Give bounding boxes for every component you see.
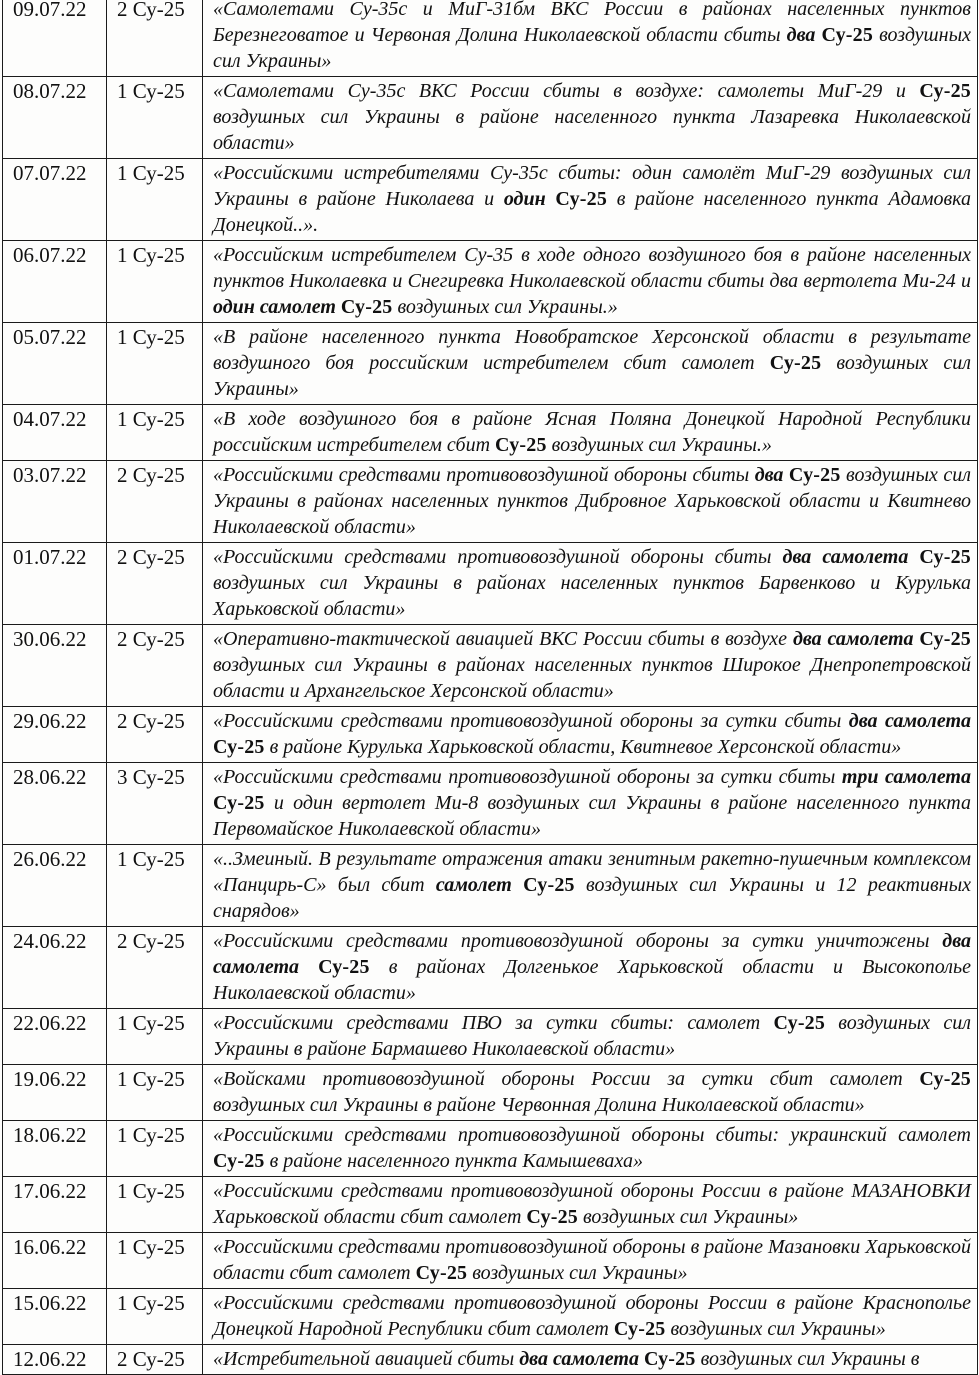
table-row <box>3 1345 978 1375</box>
table-row <box>3 1289 978 1345</box>
report-quote-cell <box>203 763 978 845</box>
report-quote-cell <box>203 405 978 461</box>
quote-text: «Российскими средствами ПВО за сутки сбиты: самолет <box>213 1012 774 1034</box>
quote-text: воздушных сил Украины в районе Червонная Долина Николаевской области» <box>213 1094 865 1116</box>
quote-text: воздушных сил Украины в районах населенных пунктов Дибровное Харьковской области и Квитнево Николаевской области» <box>213 464 971 538</box>
quote-text: воздушных сил Украины в районах населенных пунктов Барвенково и Курулька Харьковской области» <box>213 572 971 620</box>
quote-text: «Российскими средствами противовоздушной обороны за сутки сбиты <box>213 710 849 732</box>
aircraft-count-cell: 1 Су-25 <box>107 1065 203 1121</box>
quote-text: воздушных сил Украины в <box>695 1348 920 1370</box>
report-quote-cell <box>203 461 978 543</box>
aircraft-count-cell: 2 Су-25 <box>107 1345 203 1375</box>
quote-text: и один вертолет Ми-8 воздушных сил Украины в районе населенного пункта Первомайское Николаевской области» <box>213 792 971 840</box>
report-table-body <box>3 0 978 1375</box>
quote-highlight-text: Су-25 <box>919 1068 971 1090</box>
quote-highlight-text: Су-25 <box>769 352 822 374</box>
quote-highlight-text: Су-25 <box>213 736 265 758</box>
quote-highlight-text: Су-25 <box>613 1318 666 1340</box>
report-quote-cell <box>203 159 978 241</box>
table-row <box>3 707 978 763</box>
quote-text: воздушных сил Украины в районах населенных пунктов Широкое Днепропетровской области и Архангельское Херсонской области» <box>213 654 971 702</box>
quote-highlight-text: один самолет <box>213 296 341 318</box>
date-cell: 17.06.22 <box>3 1177 107 1233</box>
quote-highlight-text: два самолета <box>213 930 971 978</box>
quote-highlight-text: два самолета <box>519 1348 644 1370</box>
date-cell: 06.07.22 <box>3 241 107 323</box>
date-cell: 12.06.22 <box>3 1345 107 1375</box>
quote-highlight-text: Су-25 <box>318 956 370 978</box>
date-cell: 19.06.22 <box>3 1065 107 1121</box>
quote-highlight-text: Су-25 <box>919 80 971 102</box>
quote-highlight-text: Су-25 <box>643 1348 696 1370</box>
quote-text: «В ходе воздушного боя в районе Ясная Поляна Донецкой Народной Республики российским истребителем сбит <box>213 408 971 456</box>
date-cell: 03.07.22 <box>3 461 107 543</box>
quote-text: воздушных сил Украины» <box>467 1262 688 1284</box>
quote-highlight-text: Су-25 <box>526 1206 579 1228</box>
report-quote-cell <box>203 1009 978 1065</box>
report-quote-cell <box>203 1177 978 1233</box>
quote-text: воздушных сил Украины» <box>213 24 971 72</box>
quote-text: «Российскими средствами противовоздушной обороны за сутки уничтожены <box>213 930 943 952</box>
aircraft-count-cell: 3 Су-25 <box>107 763 203 845</box>
date-cell: 30.06.22 <box>3 625 107 707</box>
date-cell: 05.07.22 <box>3 323 107 405</box>
date-cell: 29.06.22 <box>3 707 107 763</box>
aircraft-count-cell: 1 Су-25 <box>107 845 203 927</box>
quote-text: воздушных сил Украины в районе населенного пункта Лазаревка Николаевской области» <box>213 106 971 154</box>
table-row <box>3 159 978 241</box>
table-row <box>3 1177 978 1233</box>
quote-text: «Истребительной авиацией сбиты <box>213 1348 520 1370</box>
aircraft-count-cell: 1 Су-25 <box>107 1289 203 1345</box>
quote-text: воздушных сил Украины.» <box>392 296 618 318</box>
quote-highlight-text: один <box>503 188 556 210</box>
quote-highlight-text: два <box>786 24 822 46</box>
quote-highlight-text: Су-25 <box>213 1150 265 1172</box>
quote-highlight-text: Су-25 <box>919 628 972 650</box>
aircraft-count-cell: 1 Су-25 <box>107 159 203 241</box>
date-cell: 22.06.22 <box>3 1009 107 1065</box>
report-quote-cell <box>203 1233 978 1289</box>
quote-text: «Российским истребителем Су-35 в ходе одного воздушного боя в районе населенных пунктов Николаевка и Снегиревка Николаевской области сбиты два вертолета Ми-24 и <box>213 244 971 292</box>
quote-text: «Российскими средствами противовоздушной обороны сбиты: украинский самолет <box>213 1124 971 1146</box>
aircraft-count-cell: 1 Су-25 <box>107 241 203 323</box>
aircraft-count-cell: 2 Су-25 <box>107 927 203 1009</box>
aircraft-count-cell: 1 Су-25 <box>107 323 203 405</box>
quote-highlight-text: Су-25 <box>821 24 874 46</box>
quote-text: воздушных сил Украины в районе Бармашево Николаевской области» <box>213 1012 971 1060</box>
quote-text: в районе Курулька Харьковской области, Квитневое Херсонской области» <box>264 736 902 758</box>
aircraft-count-cell: 2 Су-25 <box>107 625 203 707</box>
quote-text: «Самолетами Су-35с ВКС России сбиты в воздухе: самолеты МиГ-29 и <box>213 80 920 102</box>
table-row <box>3 1065 978 1121</box>
aircraft-count-cell: 2 Су-25 <box>107 543 203 625</box>
quote-text: в районе населенного пункта Камышеваха» <box>264 1150 644 1172</box>
date-cell: 16.06.22 <box>3 1233 107 1289</box>
report-quote-cell <box>203 1289 978 1345</box>
quote-text: «Самолетами Су-35с и МиГ-31бм ВКС России в районах населенных пунктов Березнеговатое и Червоная Долина Николаевской области сбиты <box>213 0 971 46</box>
report-quote-cell <box>203 845 978 927</box>
quote-highlight-text: два самолета <box>792 628 920 650</box>
quote-text: «Оперативно-тактической авиацией ВКС России сбиты в воздухе <box>213 628 793 650</box>
quote-text: воздушных сил Украины» <box>665 1318 886 1340</box>
quote-highlight-text: Су-25 <box>788 464 841 486</box>
aircraft-count-cell: 2 Су-25 <box>107 707 203 763</box>
report-quote-cell <box>203 707 978 763</box>
report-quote-cell <box>203 323 978 405</box>
report-quote-cell <box>203 1065 978 1121</box>
quote-text: «Российскими средствами противовоздушной обороны России в районе МАЗАНОВКИ Харьковской области сбит самолет <box>213 1180 971 1228</box>
date-cell: 04.07.22 <box>3 405 107 461</box>
table-row <box>3 1233 978 1289</box>
quote-text: «Российскими истребителями Су-35с сбиты: один самолёт МиГ-29 воздушных сил Украины в районе Николаева и <box>213 162 971 210</box>
quote-text: «В районе населенного пункта Новобратское Херсонской области в результате воздушного боя российским истребителем сбит самолет <box>213 326 971 374</box>
table-row <box>3 77 978 159</box>
quote-text: «Российскими средствами противовоздушной обороны сбиты <box>213 546 783 568</box>
quote-highlight-text: Су-25 <box>773 1012 826 1034</box>
quote-highlight-text: Су-25 <box>555 188 608 210</box>
quote-text: «Российскими средствами противовоздушной обороны России в районе Краснополье Донецкой Народной Республики сбит самолет <box>213 1292 971 1340</box>
table-row <box>3 543 978 625</box>
table-row <box>3 323 978 405</box>
report-quote-cell <box>203 927 978 1009</box>
date-cell: 28.06.22 <box>3 763 107 845</box>
quote-text: «Российскими средствами противовоздушной обороны в районе Мазановки Харьковской области сбит самолет <box>213 1236 971 1284</box>
quote-highlight-text: два самолета <box>782 546 920 568</box>
date-cell: 18.06.22 <box>3 1121 107 1177</box>
quote-highlight-text: Су-25 <box>340 296 393 318</box>
quote-text: «..Змеиный. В результате отражения атаки зенитным ракетно-пушечным комплексом «Панцирь-С» был сбит <box>213 848 971 896</box>
table-row <box>3 1121 978 1177</box>
table-row <box>3 0 978 77</box>
quote-text: в районе населенного пункта Адамовка Донецкой..». <box>213 188 971 236</box>
quote-text: в районах Долгенькое Харьковской области и Высокополье Николаевской области» <box>213 956 972 1004</box>
quote-highlight-text: Су-25 <box>415 1262 468 1284</box>
report-quote-cell <box>203 1345 978 1375</box>
quote-text: воздушных сил Украины.» <box>546 434 772 456</box>
report-quote-cell <box>203 77 978 159</box>
quote-highlight-text: два <box>754 464 789 486</box>
date-cell: 15.06.22 <box>3 1289 107 1345</box>
quote-text: «Российскими средствами противовоздушной обороны за сутки сбиты <box>213 766 842 788</box>
report-quote-cell <box>203 1121 978 1177</box>
aircraft-count-cell: 1 Су-25 <box>107 1009 203 1065</box>
quote-text: воздушных сил Украины» <box>213 352 972 400</box>
aircraft-count-cell: 2 Су-25 <box>107 461 203 543</box>
table-row <box>3 405 978 461</box>
date-cell: 26.06.22 <box>3 845 107 927</box>
shootdown-report-table <box>2 0 978 1375</box>
aircraft-count-cell: 1 Су-25 <box>107 77 203 159</box>
date-cell: 07.07.22 <box>3 159 107 241</box>
date-cell: 08.07.22 <box>3 77 107 159</box>
quote-text: «Российскими средствами противовоздушной обороны сбиты <box>213 464 755 486</box>
date-cell: 24.06.22 <box>3 927 107 1009</box>
quote-highlight-text: Су-25 <box>523 874 575 896</box>
aircraft-count-cell: 1 Су-25 <box>107 405 203 461</box>
report-quote-cell <box>203 543 978 625</box>
quote-text: воздушных сил Украины» <box>578 1206 799 1228</box>
quote-highlight-text: Су-25 <box>213 792 265 814</box>
quote-text: «Войсками противовоздушной обороны России за сутки сбит самолет <box>213 1068 920 1090</box>
aircraft-count-cell: 1 Су-25 <box>107 1121 203 1177</box>
date-cell: 09.07.22 <box>3 0 107 77</box>
table-row <box>3 927 978 1009</box>
aircraft-count-cell: 1 Су-25 <box>107 1177 203 1233</box>
quote-highlight-text: три самолета <box>841 766 971 788</box>
aircraft-count-cell: 1 Су-25 <box>107 1233 203 1289</box>
report-quote-cell <box>203 625 978 707</box>
report-quote-cell <box>203 0 978 77</box>
table-row <box>3 1009 978 1065</box>
quote-text: воздушных сил Украины и 12 реактивных снарядов» <box>213 874 972 922</box>
quote-highlight-text: самолет <box>435 874 524 896</box>
aircraft-count-cell: 2 Су-25 <box>107 0 203 77</box>
date-cell: 01.07.22 <box>3 543 107 625</box>
table-row <box>3 625 978 707</box>
table-row <box>3 241 978 323</box>
table-row <box>3 845 978 927</box>
quote-highlight-text: два самолета <box>848 710 971 732</box>
quote-highlight-text: Су-25 <box>919 546 972 568</box>
quote-highlight-text: Су-25 <box>495 434 547 456</box>
table-row <box>3 763 978 845</box>
table-row <box>3 461 978 543</box>
report-quote-cell <box>203 241 978 323</box>
